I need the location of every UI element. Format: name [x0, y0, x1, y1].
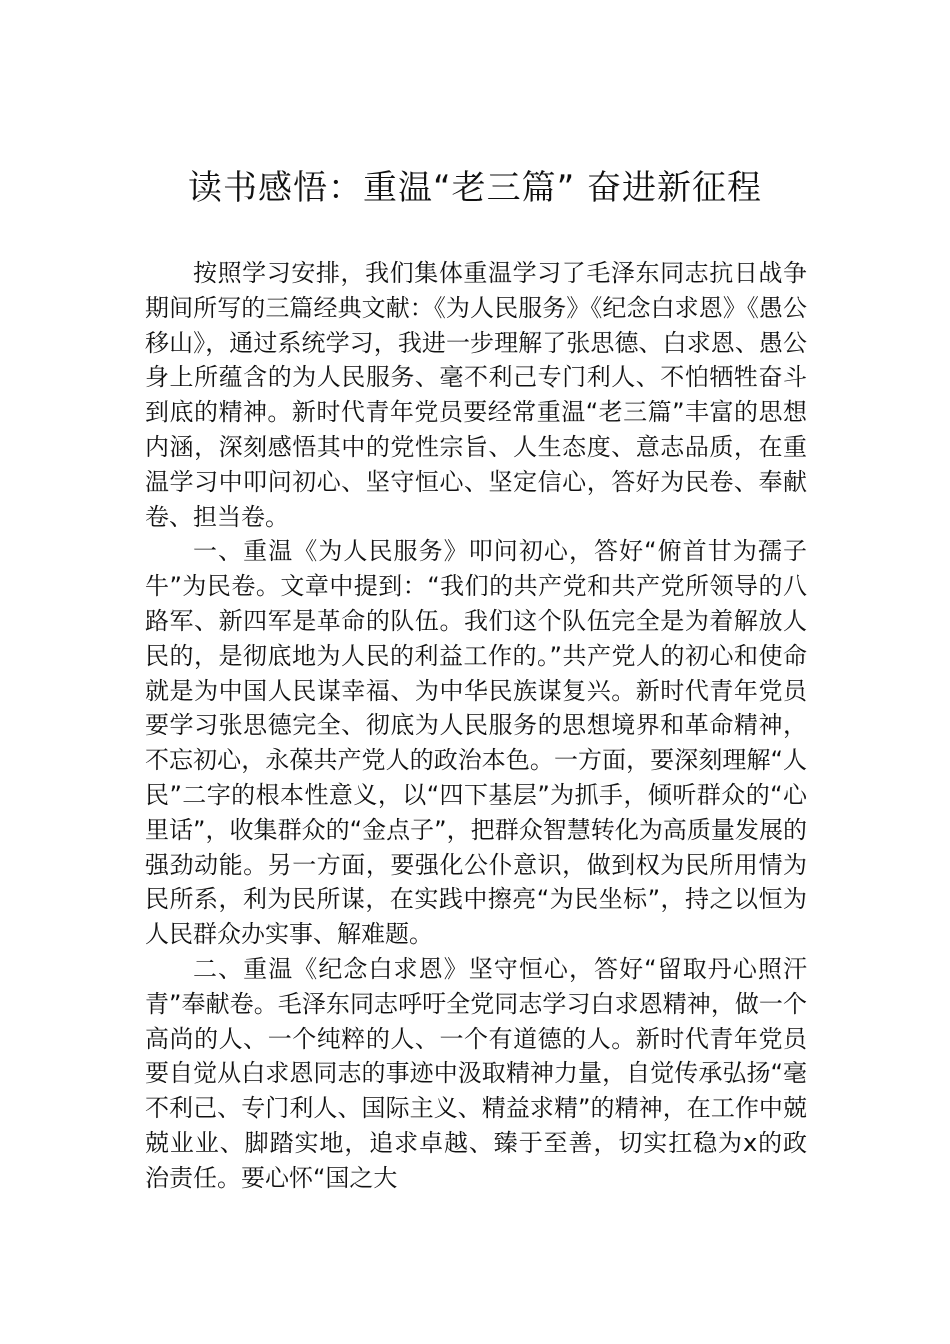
paragraph-section-1: 一、重温《为人民服务》叩问初心，答好“俯首甘为孺子牛”为民卷。文章中提到：“我们的共产党和共产党所领导的八路军、新四军是革命的队伍。我们这个队伍完全是为着解放人民的，是彻底地为人民的利益工作的。”共产党人的初心和使命就是为中国人民谋幸福、为中华民族谋复兴。新时代青年党员要学习张思德完全、彻底为人民服务的思想境界和革命精神，不忘初心，永葆共产党人的政治本色。一方面，要深刻理解“人民”二字的根本性意义，以“四下基层”为抓手，倾听群众的“心里话”，收集群众的“金点子”，把群众智慧转化为高质量发展的强劲动能。另一方面，要强化公仆意识，做到权为民所用情为民所系，利为民所谋，在实践中擦亮“为民坐标”，持之以恒为人民群众办实事、解难题。 — [145, 537, 807, 949]
paragraph-section-2: 二、重温《纪念白求恩》坚守恒心，答好“留取丹心照汗青”奉献卷。毛泽东同志呼吁全党同志学习白求恩精神，做一个高尚的人、一个纯粹的人、一个有道德的人。新时代青年党员要自觉从白求恩同志的事迹中汲取精神力量，自觉传承弘扬“毫不利己、专门利人、国际主义、精益求精”的精神，在工作中兢兢业业、脚踏实地，追求卓越、臻于至善，切实扛稳为x的政治责任。要心怀“国之大 — [145, 954, 807, 1192]
document-title: 读书感悟：重温“老三篇” 奋进新征程 — [187, 168, 763, 208]
paragraph-intro: 按照学习安排，我们集体重温学习了毛泽东同志抗日战争期间所写的三篇经典文献：《为人民服务》《纪念白求恩》《愚公移山》，通过系统学习，我进一步理解了张思德、白求恩、愚公身上所蕴含的为人民服务、毫不利己专门利人、不怕牺牲奋斗到底的精神。新时代青年党员要经常重温“老三篇”丰富的思想内涵，深刻感悟其中的党性宗旨、人生态度、意志品质，在重温学习中叩问初心、坚守恒心、坚定信心，答好为民卷、奉献卷、担当卷。 — [145, 259, 807, 531]
document-body — [145, 256, 807, 1196]
